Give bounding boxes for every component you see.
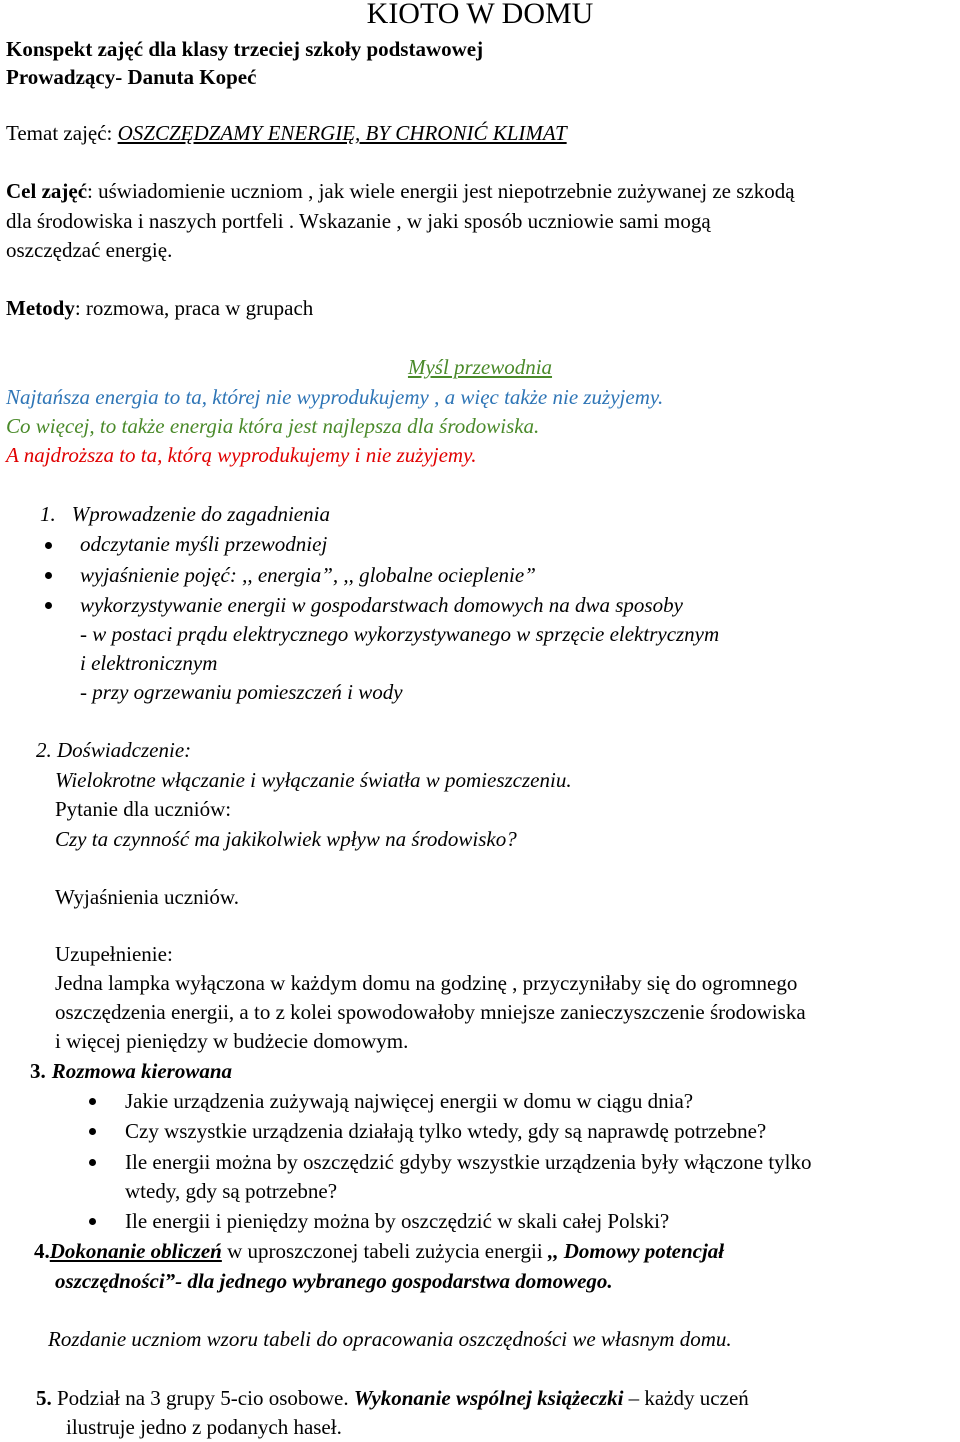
- motto-heading: Myśl przewodnia: [407, 355, 553, 379]
- section-3-bullet-4: Ile energii i pieniędzy można by oszczędzić w skali całej Polski?: [125, 1209, 670, 1233]
- motto-line-3: A najdroższa to ta, którą wyprodukujemy i nie zużyjemy.: [6, 443, 477, 467]
- section-3-bullet-3: Ile energii można by oszczędzić gdyby wszystkie urządzenia były włączone tylko: [125, 1150, 812, 1174]
- section-3-bullet-3-cont: wtedy, gdy są potrzebne?: [125, 1179, 338, 1203]
- section-3-bullet-2: Czy wszystkie urządzenia działają tylko wtedy, gdy są naprawdę potrzebne?: [125, 1119, 767, 1143]
- topic-label: Temat zajęć:: [6, 121, 118, 145]
- header-line-teacher: Prowadzący- Danuta Kopeć: [6, 65, 257, 89]
- topic-value: OSZCZĘDZAMY ENERGIĘ, BY CHRONIĆ KLIMAT: [117, 121, 567, 145]
- bullet-icon: [89, 1159, 96, 1166]
- section-4-distribution: Rozdanie uczniom wzoru tabeli do opracowania oszczędności we własnym domu.: [48, 1327, 732, 1351]
- section-2-explanations: Wyjaśnienia uczniów.: [55, 885, 239, 909]
- section-5-text-2: Wykonanie wspólnej książeczki: [353, 1386, 624, 1410]
- topic-line: [6, 119, 567, 148]
- goal-line-2: dla środowiska i naszych portfeli . Wskazanie , w jaki sposób uczniowie sami mogą: [6, 209, 711, 233]
- goal-line-3: oszczędzać energię.: [6, 238, 173, 262]
- section-1-bullet-1: odczytanie myśli przewodniej: [80, 532, 328, 556]
- section-4-line-1: [34, 1237, 724, 1266]
- section-2-supplement-line-3: i więcej pieniędzy w budżecie domowym.: [55, 1029, 409, 1053]
- section-2-supplement-line-1: Jedna lampka wyłączona w każdym domu na godzinę , przyczyniłaby się do ogromnego: [55, 971, 798, 995]
- section-1-heading: Wprowadzenie do zagadnienia: [71, 502, 330, 526]
- section-3-heading: Rozmowa kierowana: [51, 1059, 233, 1083]
- section-1-heading-line: [40, 500, 330, 529]
- section-2-experiment: Wielokrotne włączanie i wyłączanie światła w pomieszczeniu.: [55, 768, 572, 792]
- bullet-icon: [89, 1218, 96, 1225]
- section-5-line-1: [36, 1384, 749, 1413]
- section-1-bullet-3: wykorzystywanie energii w gospodarstwach domowych na dwa sposoby: [80, 593, 683, 617]
- goal-text-1: : uświadomienie uczniom , jak wiele energii jest niepotrzebnie zużywanej ze szkodą: [87, 179, 795, 203]
- goal-label: Cel zajęć: [6, 179, 88, 203]
- section-2-question: Czy ta czynność ma jakikolwiek wpływ na środowisko?: [55, 827, 517, 851]
- goal-line-1: [6, 177, 795, 206]
- section-1-bullet-2: wyjaśnienie pojęć: ,, energia”, ,, globalne ocieplenie”: [80, 563, 536, 587]
- methods-value: : rozmowa, praca w grupach: [74, 296, 314, 320]
- section-3-heading-line: [30, 1057, 232, 1086]
- document-title: KIOTO W DOMU: [366, 0, 594, 30]
- bullet-icon: [45, 542, 52, 549]
- section-1-sub-2: - przy ogrzewaniu pomieszczeń i wody: [80, 680, 403, 704]
- section-4-heading: Dokonanie obliczeń: [49, 1239, 222, 1263]
- methods-line: [6, 294, 313, 323]
- section-5-line-2: ilustruje jedno z podanych haseł.: [66, 1415, 342, 1439]
- section-1-number: 1.: [40, 502, 56, 526]
- bullet-icon: [89, 1128, 96, 1135]
- section-5-text-1: Podział na 3 grupy 5-cio osobowe.: [51, 1386, 354, 1410]
- section-3-bullet-1: Jakie urządzenia zużywają najwięcej energii w domu w ciągu dnia?: [125, 1089, 694, 1113]
- section-2-heading: 2. Doświadczenie:: [36, 738, 192, 762]
- section-2-question-label: Pytanie dla uczniów:: [55, 797, 232, 821]
- section-4-number: 4.: [34, 1239, 50, 1263]
- section-1-sub-1a: - w postaci prądu elektrycznego wykorzystywanego w sprzęcie elektrycznym: [80, 622, 720, 646]
- section-5-text-3: – każdy uczeń: [623, 1386, 749, 1410]
- section-4-text-2: ,, Domowy potencjał: [547, 1239, 725, 1263]
- methods-label: Metody: [6, 296, 75, 320]
- section-4-text-1: w uproszczonej tabeli zużycia energii: [221, 1239, 548, 1263]
- header-line-class: Konspekt zajęć dla klasy trzeciej szkoły podstawowej: [6, 37, 484, 61]
- section-5-number: 5.: [36, 1386, 52, 1410]
- section-4-line-2: oszczędności”- dla jednego wybranego gospodarstwa domowego.: [55, 1269, 613, 1293]
- bullet-icon: [45, 602, 52, 609]
- section-3-number: 3.: [30, 1059, 46, 1083]
- section-2-supplement-label: Uzupełnienie:: [55, 942, 173, 966]
- section-2-supplement-line-2: oszczędzenia energii, a to z kolei spowodowałoby mniejsze zanieczyszczenie środowiska: [55, 1000, 806, 1024]
- section-1-sub-1b: i elektronicznym: [80, 651, 218, 675]
- bullet-icon: [45, 572, 52, 579]
- motto-line-2: Co więcej, to także energia która jest najlepsza dla środowiska.: [6, 414, 540, 438]
- motto-line-1: Najtańsza energia to ta, której nie wyprodukujemy , a więc także nie zużyjemy.: [6, 385, 664, 409]
- bullet-icon: [89, 1098, 96, 1105]
